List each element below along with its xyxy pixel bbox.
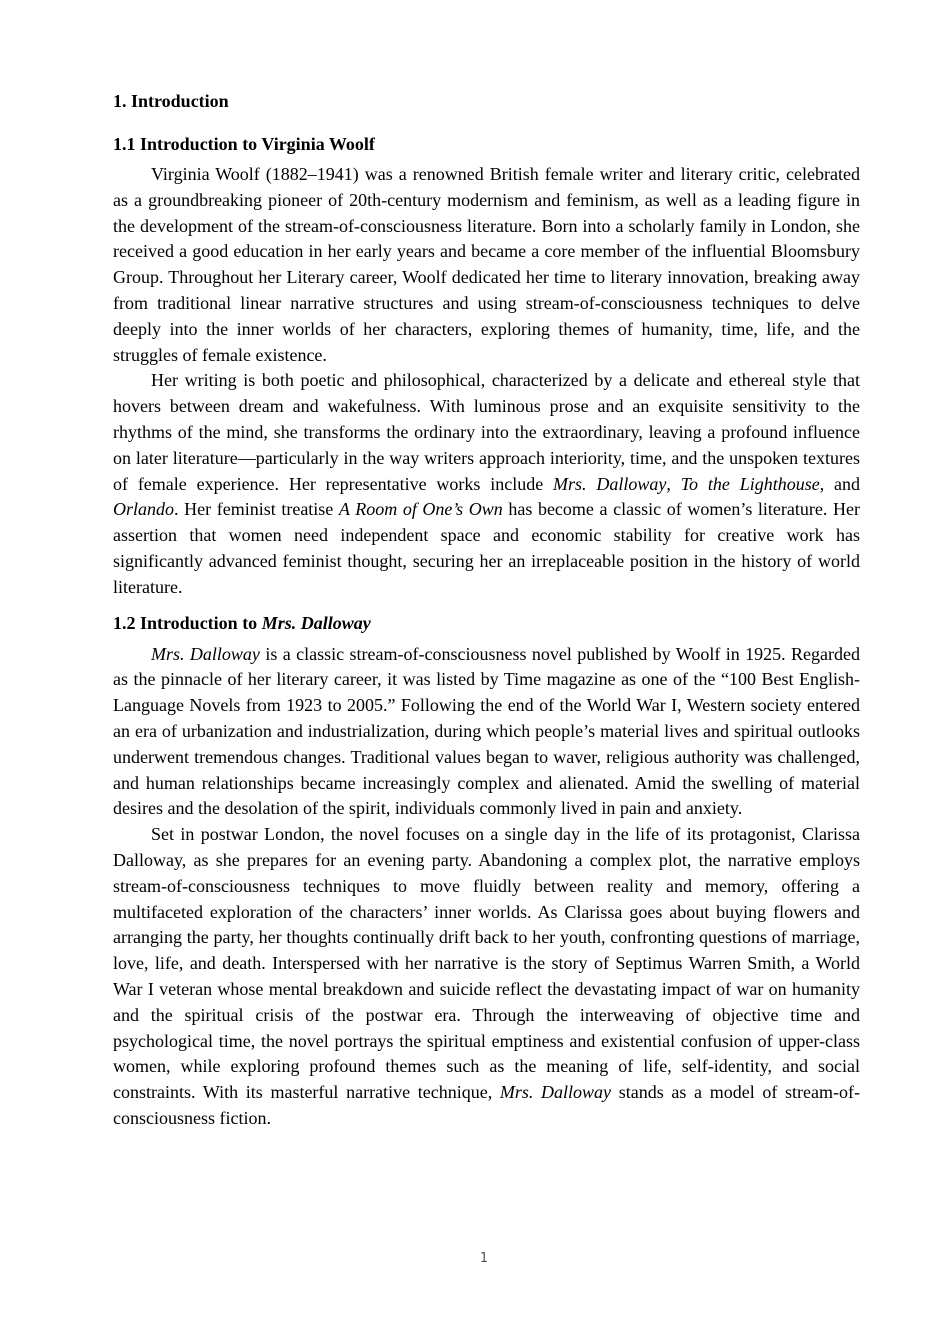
subsection-title-woolf: 1.1 Introduction to Virginia Woolf — [113, 134, 375, 154]
text-run: . Her feminist treatise — [174, 499, 339, 520]
text-run: , and — [819, 473, 861, 494]
text-run: , — [666, 473, 681, 494]
work-title: Mrs. Dalloway — [151, 643, 260, 664]
work-title: A Room of One’s Own — [338, 499, 503, 520]
text-run: has become a classic of women’s literature. Her assertion that women need independent space and economic stability for creative work has significantly advanced feminist thought, securing her an irreplaceable position in the history of world literature. — [113, 499, 860, 597]
title-italic: Mrs. Dalloway — [261, 612, 371, 633]
text-run: Her writing is both poetic and philosophical, characterized by a delicate and ethereal style that hovers between dream and wakefulness. With luminous prose and an exquisite sensitivity to the rhythms of the mind, she transforms the ordinary into the extraordinary, leaving a profound influence on later literature—particularly in the way writers approach interiority, time, and the unspoken textures of female experience. Her representative works include — [113, 370, 860, 494]
subsection-title-dalloway — [113, 610, 860, 636]
text-run: is a classic stream-of-consciousness novel published by Woolf in 1925. Regarded as the pinnacle of her literary career, it was listed by Time magazine as one of the “100 Best English-Language Novels from 1923 to 2005.” Following the end of the World War I, Western society entered an era of urbanization and industrialization, during which people’s material lives and spiritual outlooks underwent tremendous changes. Traditional values began to waver, religious authority was challenged, and human relationships became increasingly complex and alienated. Amid the swelling of material desires and the desolation of the spirit, individuals commonly lived in pain and anxiety. — [113, 643, 861, 819]
paragraph-dalloway-intro — [113, 642, 860, 823]
section-heading: 1. Introduction — [113, 91, 229, 111]
text-run: stands as a model of stream-of-consciousness fiction. — [113, 1082, 861, 1128]
work-title: Mrs. Dalloway — [499, 1082, 612, 1103]
document-body — [113, 88, 860, 1132]
page-number: 1 — [479, 1251, 489, 1266]
paragraph-woolf-bio: Virginia Woolf (1882–1941) was a renowned British female writer and literary critic, celebrated as a groundbreaking pioneer of 20th-century modernism and feminism, as well as a leading figure in the development of the stream-of-consciousness literature. Born into a scholarly family in London, she received a good education in her early years and became a core member of the influential Bloomsbury Group. Throughout her Literary career, Woolf dedicated her time to literary innovation, breaking away from traditional linear narrative structures and using stream-of-consciousness techniques to delve deeply into the inner worlds of her characters, exploring themes of humanity, time, life, and the struggles of female existence. — [113, 164, 860, 365]
work-title: To the Lighthouse — [680, 473, 820, 494]
paragraph-woolf-writing — [113, 368, 860, 600]
work-title: Mrs. Dalloway — [553, 473, 667, 494]
text-run: Set in postwar London, the novel focuses on a single day in the life of its protagonist, Clarissa Dalloway, as she prepares for an evening party. Abandoning a complex plot, the narrative employs stream-of-consciousness techniques to move fluidly between reality and memory, offering a multifaceted exploration of the characters’ inner worlds. As Clarissa goes about buying flowers and arranging the party, her thoughts continually drift back to her youth, confronting questions of marriage, love, life, and death. Interspersed with her narrative is the story of Septimus Warren Smith, a World War I veteran whose mental breakdown and suicide reflect the devastating impact of war on humanity and the spiritual crisis of the postwar era. Through the interweaving of objective time and psychological time, the novel portrays the spiritual emptiness and existential confusion of upper-class women, while exploring profound themes such as the meaning of life, self-identity, and social constraints. With its masterful narrative technique, — [113, 824, 860, 1103]
title-prefix: 1.2 Introduction to — [113, 612, 262, 633]
work-title: Orlando — [113, 499, 175, 520]
paragraph-dalloway-plot — [113, 822, 860, 1132]
